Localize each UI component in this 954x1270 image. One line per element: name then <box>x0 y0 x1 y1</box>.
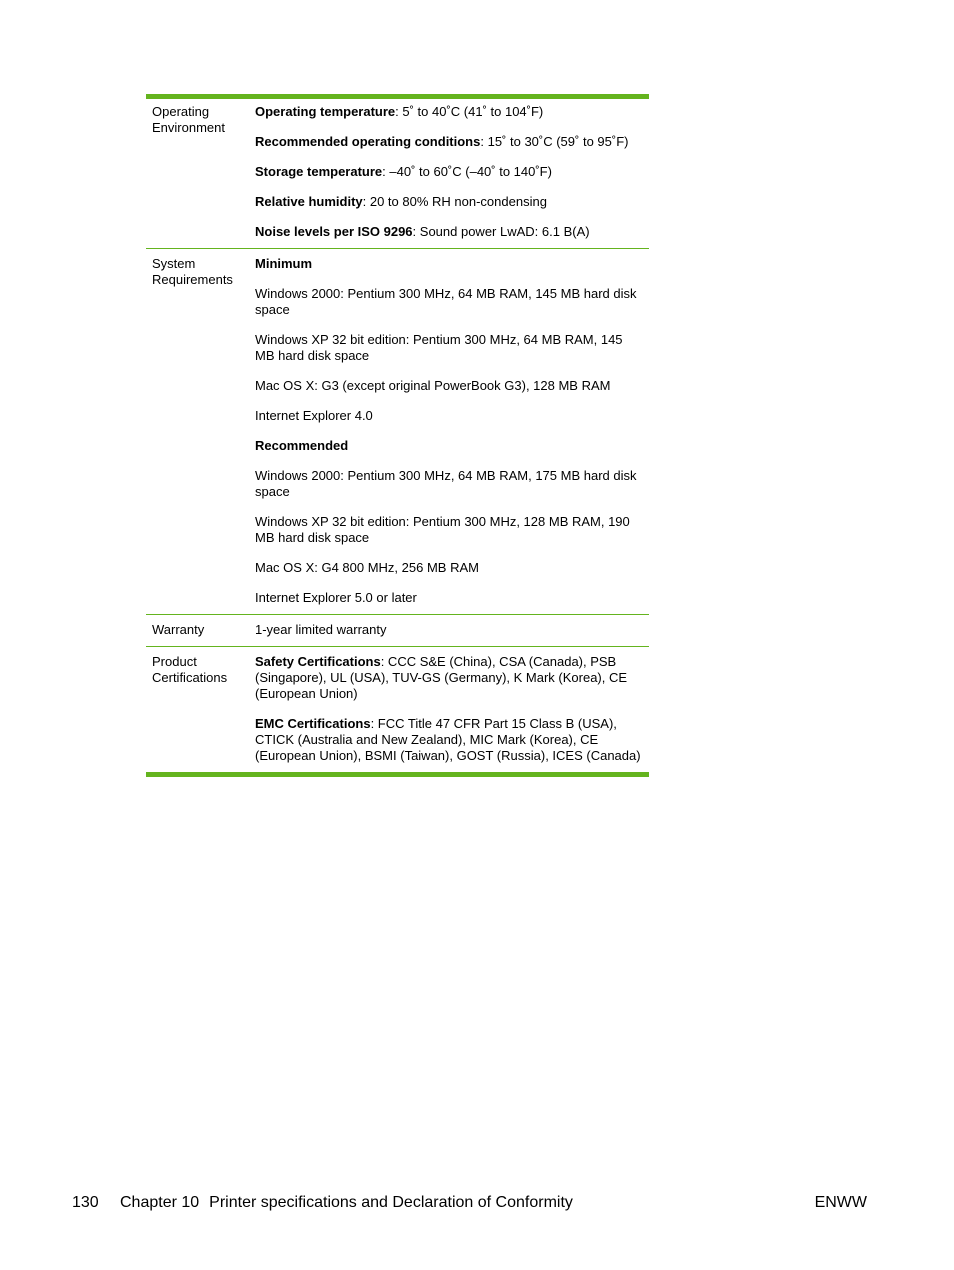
chapter-label: Chapter 10 <box>120 1194 200 1211</box>
spec-item: Internet Explorer 5.0 or later <box>255 590 417 605</box>
row-content <box>255 654 649 764</box>
spec-table <box>146 94 649 777</box>
row-label: Warranty <box>152 622 205 637</box>
spec-item: Mac OS X: G4 800 MHz, 256 MB RAM <box>255 560 479 575</box>
spec-item: Windows 2000: Pentium 300 MHz, 64 MB RAM, 145 MB hard disk space <box>255 286 637 317</box>
row-warranty <box>146 614 649 646</box>
row-operating-environment <box>146 99 649 248</box>
page-footer <box>72 1193 867 1212</box>
spec-item: Internet Explorer 4.0 <box>255 408 373 423</box>
chapter-title: Printer specifications and Declaration of Conformity <box>209 1194 573 1211</box>
spec-item: Minimum <box>255 256 313 271</box>
spec-item: Mac OS X: G3 (except original PowerBook G3), 128 MB RAM <box>255 378 611 393</box>
spec-item: 1-year limited warranty <box>255 622 387 637</box>
spec-item: Recommended operating conditions: 15˚ to 30˚C (59˚ to 95˚F) <box>255 134 629 149</box>
spec-item: Safety Certifications: CCC S&E (China), CSA (Canada), PSB (Singapore), UL (USA), TUV-GS (Germany), K Mark (Korea), CE (European Union) <box>255 654 628 701</box>
row-label: Operating Environment <box>152 104 225 135</box>
spec-item: Storage temperature: –40˚ to 60˚C (–40˚ to 140˚F) <box>255 164 552 179</box>
spec-item: Noise levels per ISO 9296: Sound power LwAD: 6.1 B(A) <box>255 224 590 239</box>
row-content <box>255 104 649 240</box>
row-content <box>255 622 649 638</box>
spec-item: Relative humidity: 20 to 80% RH non-condensing <box>255 194 547 209</box>
row-label: Product Certifications <box>152 654 228 685</box>
row-system-requirements <box>146 248 649 614</box>
spec-item: Windows XP 32 bit edition: Pentium 300 MHz, 64 MB RAM, 145 MB hard disk space <box>255 332 623 363</box>
spec-item: Windows 2000: Pentium 300 MHz, 64 MB RAM, 175 MB hard disk space <box>255 468 637 499</box>
row-label: System Requirements <box>152 256 233 287</box>
spec-item: Operating temperature: 5˚ to 40˚C (41˚ to 104˚F) <box>255 104 544 119</box>
row-product-certifications <box>146 646 649 772</box>
spec-item: Windows XP 32 bit edition: Pentium 300 MHz, 128 MB RAM, 190 MB hard disk space <box>255 514 630 545</box>
spec-item: Recommended <box>255 438 349 453</box>
page-number: 130 <box>72 1194 99 1211</box>
document-code: ENWW <box>814 1194 867 1211</box>
row-content <box>255 256 649 606</box>
spec-item: EMC Certifications: FCC Title 47 CFR Part 15 Class B (USA), CTICK (Australia and New Zealand), MIC Mark (Korea), CE (European Union), BSMI (Taiwan), GOST (Russia), ICES (Canada) <box>255 716 641 763</box>
